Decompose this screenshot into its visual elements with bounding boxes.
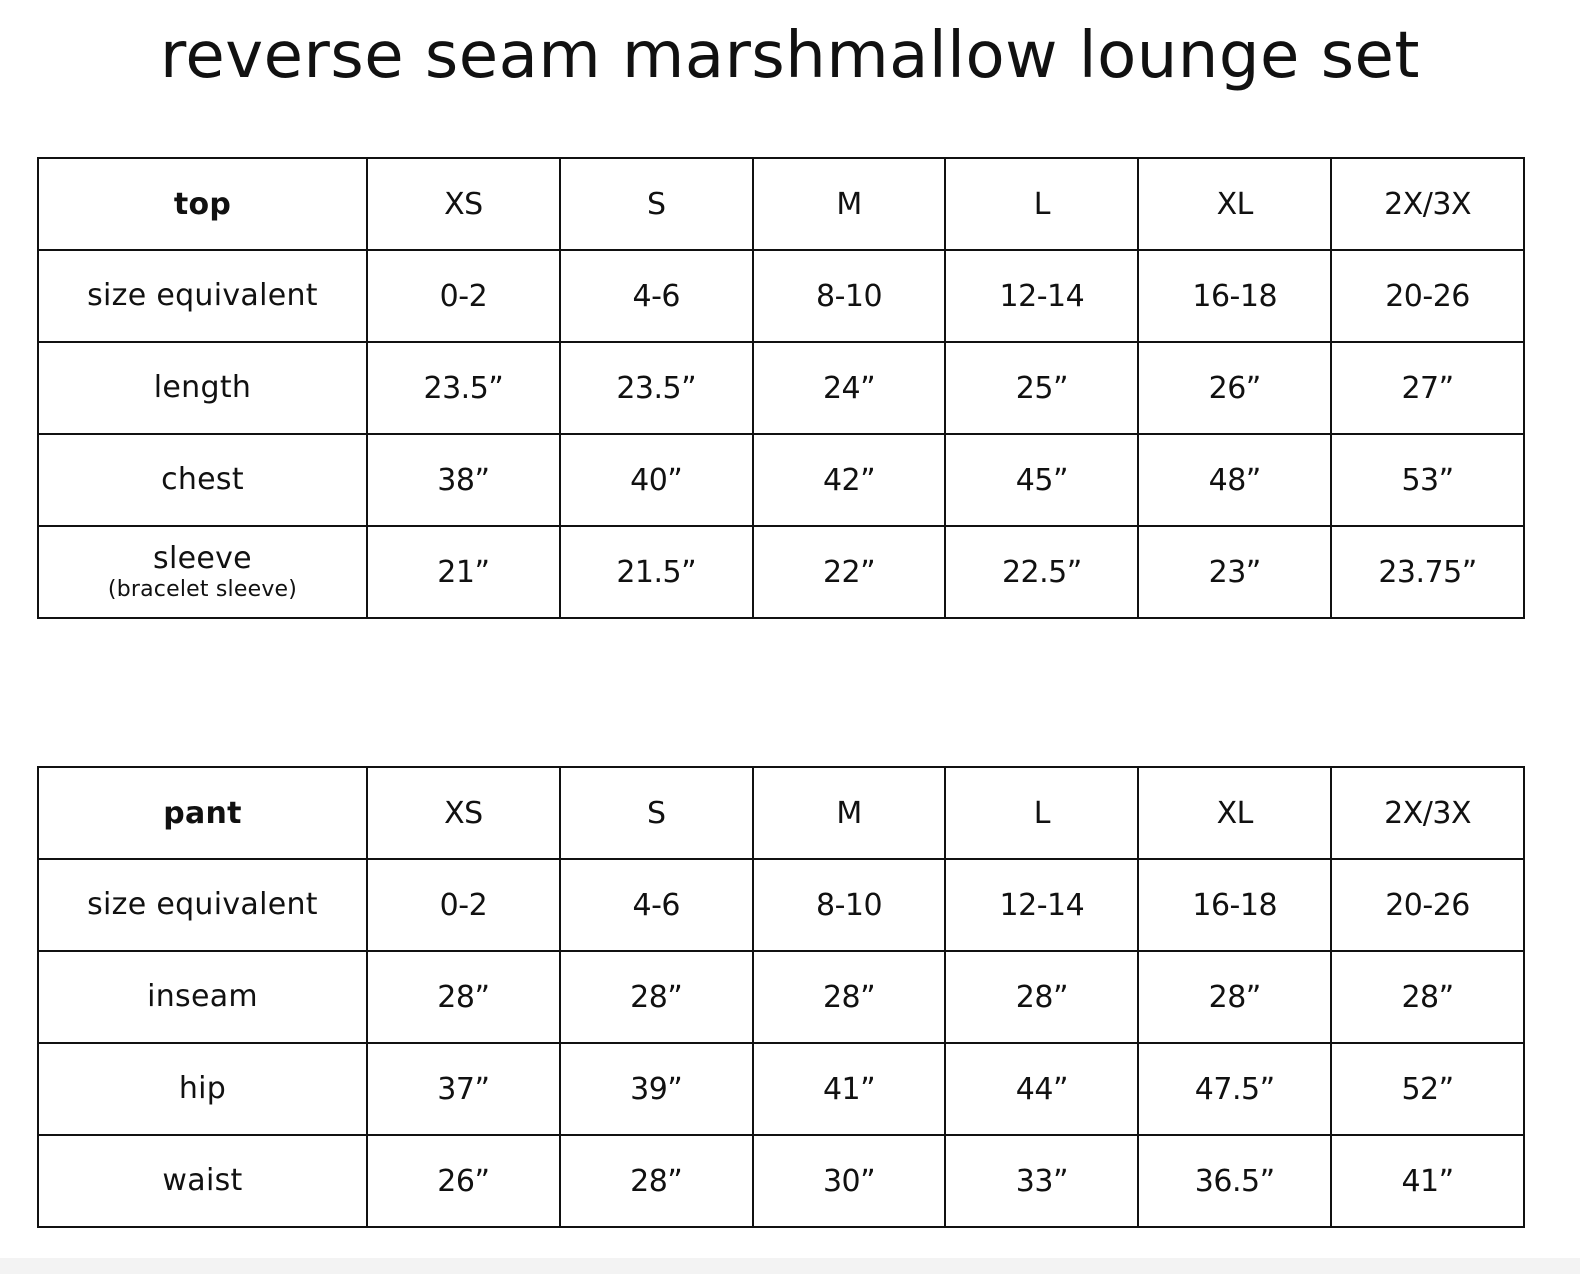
row-label: chest [161,462,244,497]
table-header-row [38,767,1524,859]
row-label-cell [38,1135,367,1227]
size-header-cell: XS [367,158,560,250]
value-cell: 28” [753,951,946,1043]
value-cell: 23” [1138,526,1331,618]
value-cell: 27” [1331,342,1524,434]
value-cell: 22” [753,526,946,618]
value-cell: 41” [1331,1135,1524,1227]
value-cell: 23.5” [367,342,560,434]
size-header-cell: 2X/3X [1331,767,1524,859]
table-header-label: top [38,158,367,250]
value-cell: 26” [1138,342,1331,434]
value-cell: 8-10 [753,250,946,342]
size-header-cell: XS [367,767,560,859]
row-label: size equivalent [87,887,318,922]
value-cell: 42” [753,434,946,526]
row-label-cell [38,951,367,1043]
table-row [38,434,1524,526]
bottom-strip [0,1258,1580,1274]
value-cell: 47.5” [1138,1043,1331,1135]
value-cell: 16-18 [1138,250,1331,342]
value-cell: 53” [1331,434,1524,526]
pant-size-table [37,766,1525,1228]
value-cell: 52” [1331,1043,1524,1135]
value-cell: 45” [945,434,1138,526]
value-cell: 8-10 [753,859,946,951]
size-header-cell: M [753,767,946,859]
value-cell: 21.5” [560,526,753,618]
size-header-cell: 2X/3X [1331,158,1524,250]
table-row [38,526,1524,618]
row-label-cell [38,526,367,618]
value-cell: 26” [367,1135,560,1227]
value-cell: 28” [1331,951,1524,1043]
table-row [38,951,1524,1043]
row-label: sleeve [153,541,252,576]
row-label: waist [162,1163,243,1198]
value-cell: 21” [367,526,560,618]
value-cell: 38” [367,434,560,526]
value-cell: 28” [1138,951,1331,1043]
row-label: size equivalent [87,278,318,313]
table-row [38,859,1524,951]
table-header-row [38,158,1524,250]
value-cell: 20-26 [1331,250,1524,342]
value-cell: 36.5” [1138,1135,1331,1227]
value-cell: 23.75” [1331,526,1524,618]
row-label-note: (bracelet sleeve) [107,577,298,602]
value-cell: 28” [560,1135,753,1227]
value-cell: 0-2 [367,859,560,951]
table-row [38,342,1524,434]
value-cell: 12-14 [945,859,1138,951]
value-cell: 12-14 [945,250,1138,342]
value-cell: 23.5” [560,342,753,434]
value-cell: 24” [753,342,946,434]
value-cell: 25” [945,342,1138,434]
row-label: hip [178,1071,227,1106]
row-label-cell [38,1043,367,1135]
table-row [38,1043,1524,1135]
value-cell: 28” [367,951,560,1043]
row-label: inseam [147,979,258,1014]
value-cell: 28” [945,951,1138,1043]
size-header-cell: L [945,767,1138,859]
size-header-cell: M [753,158,946,250]
row-label: length [153,370,252,405]
page-title: reverse seam marshmallow lounge set [160,19,1420,93]
size-header-cell: XL [1138,767,1331,859]
value-cell: 41” [753,1043,946,1135]
size-header-cell: S [560,158,753,250]
row-label-cell [38,434,367,526]
value-cell: 39” [560,1043,753,1135]
size-header-cell: XL [1138,158,1331,250]
top-size-table [37,157,1525,619]
value-cell: 16-18 [1138,859,1331,951]
size-header-cell: L [945,158,1138,250]
value-cell: 20-26 [1331,859,1524,951]
value-cell: 4-6 [560,250,753,342]
table-header-label: pant [38,767,367,859]
value-cell: 44” [945,1043,1138,1135]
value-cell: 48” [1138,434,1331,526]
size-header-cell: S [560,767,753,859]
value-cell: 0-2 [367,250,560,342]
table-row [38,1135,1524,1227]
value-cell: 40” [560,434,753,526]
value-cell: 30” [753,1135,946,1227]
row-label-cell [38,859,367,951]
table-row [38,250,1524,342]
row-label-cell [38,342,367,434]
value-cell: 37” [367,1043,560,1135]
value-cell: 22.5” [945,526,1138,618]
value-cell: 4-6 [560,859,753,951]
value-cell: 28” [560,951,753,1043]
value-cell: 33” [945,1135,1138,1227]
row-label-cell [38,250,367,342]
